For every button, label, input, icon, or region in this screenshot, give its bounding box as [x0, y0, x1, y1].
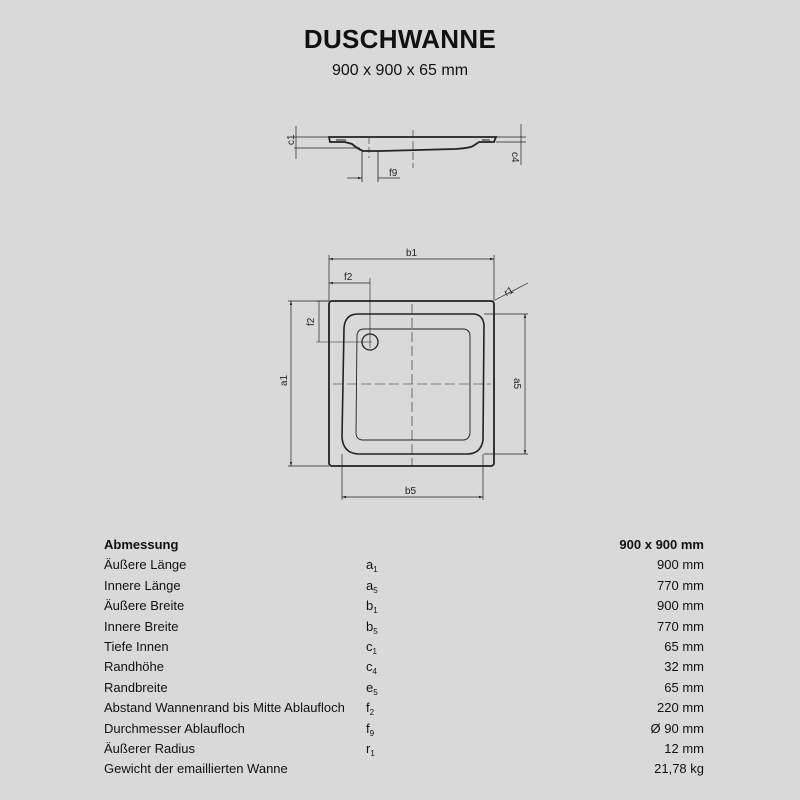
- spec-value: 65 mm: [664, 638, 704, 654]
- spec-label: Tiefe Innen: [104, 638, 169, 654]
- spec-symbol: [366, 759, 406, 779]
- label-c1: c1: [286, 134, 297, 145]
- spec-header-value: 900 x 900 mm: [619, 537, 704, 552]
- spec-label: Randbreite: [104, 679, 168, 695]
- page-title: DUSCHWANNE: [303, 24, 497, 54]
- label-c4: c4: [509, 152, 520, 163]
- spec-label: Randhöhe: [104, 659, 164, 675]
- spec-row: [104, 678, 704, 698]
- spec-symbol: $e_5$: [366, 679, 378, 697]
- spec-row: [104, 576, 704, 596]
- label-a5: a5: [511, 378, 522, 390]
- spec-row: [104, 698, 704, 718]
- label-r1: r1: [502, 285, 516, 300]
- spec-label: Innere Länge: [104, 577, 181, 593]
- spec-symbol: $r_1$: [366, 740, 375, 758]
- spec-symbol: $b_1$: [366, 598, 378, 616]
- spec-header-row: [104, 535, 704, 555]
- label-b1: b1: [406, 248, 418, 259]
- spec-symbol: $f_9$: [366, 720, 375, 738]
- spec-value: 21,78 kg: [654, 761, 704, 777]
- spec-label: Gewicht der emaillierten Wanne: [104, 761, 288, 777]
- dimensions-subtitle: 900 x 900 x 65 mm: [331, 62, 469, 79]
- spec-label: Äußere Länge: [104, 557, 187, 573]
- spec-header-label: Abmessung: [104, 537, 179, 552]
- spec-value: 12 mm: [664, 740, 704, 756]
- spec-value: Ø 90 mm: [650, 720, 704, 736]
- spec-row: [104, 617, 704, 637]
- spec-label: Abstand Wannenrand bis Mitte Ablaufloch: [104, 700, 345, 716]
- spec-value: 770 mm: [657, 618, 704, 634]
- spec-symbol: $f_2$: [366, 700, 375, 718]
- spec-symbol: $c_4$: [366, 659, 377, 677]
- spec-row: [104, 555, 704, 575]
- spec-label: Innere Breite: [104, 618, 179, 634]
- spec-value: 220 mm: [657, 700, 704, 716]
- spec-value: 770 mm: [657, 577, 704, 593]
- spec-value: 900 mm: [657, 598, 704, 614]
- specifications-table: [104, 535, 704, 780]
- side-view: [294, 124, 526, 182]
- spec-row: [104, 657, 704, 677]
- label-a1: a1: [279, 374, 290, 386]
- spec-row: [104, 759, 704, 779]
- spec-symbol: $a_1$: [366, 557, 378, 575]
- label-f9: f9: [389, 168, 398, 179]
- spec-symbol: $c_1$: [366, 638, 377, 656]
- spec-value: 32 mm: [664, 659, 704, 675]
- top-view: [288, 255, 528, 500]
- label-b5: b5: [405, 486, 417, 497]
- spec-label: Äußere Breite: [104, 598, 185, 614]
- spec-row: [104, 596, 704, 616]
- spec-label: Durchmesser Ablaufloch: [104, 720, 245, 736]
- spec-symbol: $b_5$: [366, 618, 378, 636]
- spec-row: [104, 719, 704, 739]
- spec-row: [104, 637, 704, 657]
- spec-symbol: $a_5$: [366, 577, 378, 595]
- label-f2-vertical: f2: [306, 317, 317, 326]
- spec-value: 65 mm: [664, 679, 704, 695]
- spec-label: Äußerer Radius: [104, 740, 196, 756]
- label-f2-horizontal: f2: [344, 272, 353, 283]
- spec-row: [104, 739, 704, 759]
- spec-value: 900 mm: [657, 557, 704, 573]
